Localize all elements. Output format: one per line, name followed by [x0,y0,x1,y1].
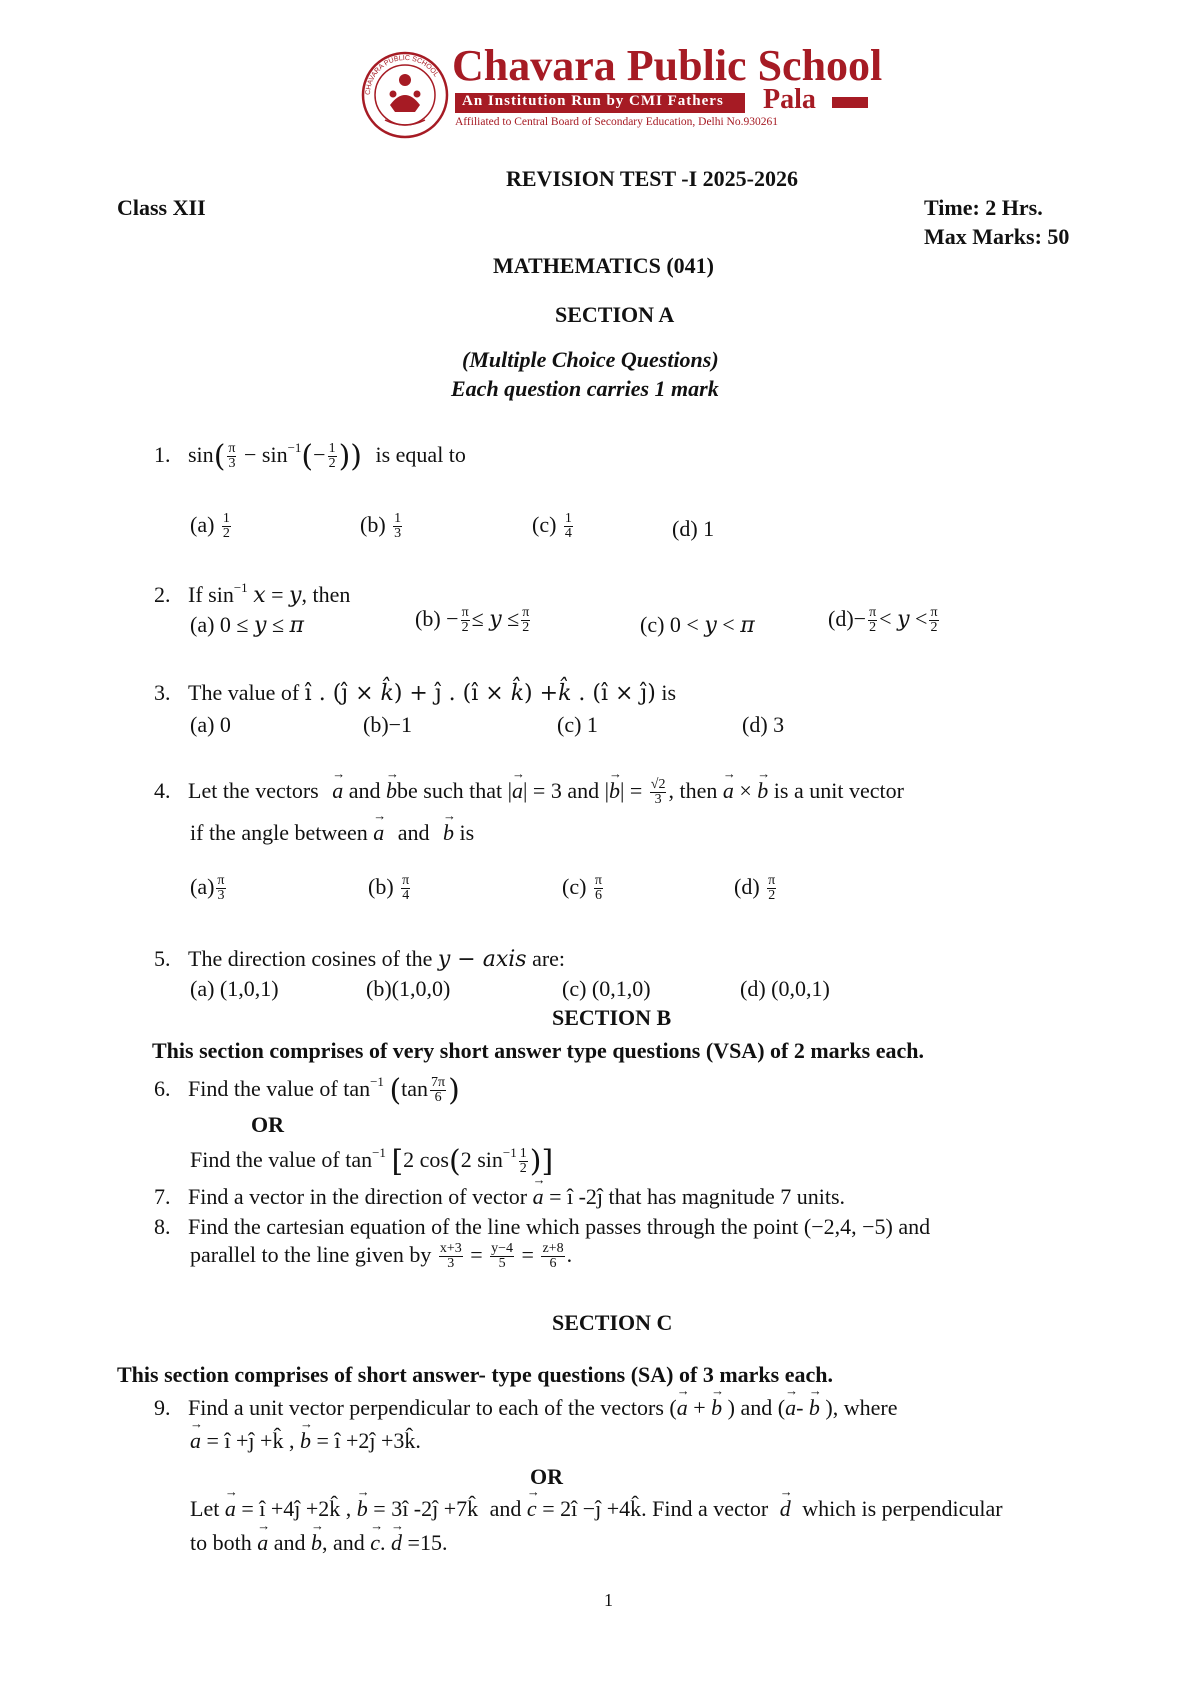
question-5: 5. The direction cosines of the y − axis are: [154,946,566,972]
question-9-alt-line2: to both → a and → b, and → c. → d =15. [190,1530,447,1556]
school-location: Pala [763,84,816,115]
section-b-description: This section comprises of very short answer type questions (VSA) of 2 marks each. [152,1038,924,1063]
q1-option-c: (c) $\frac{1}{4}$ [532,511,572,542]
question-9: 9. Find a unit vector perpendicular to each of the vectors (→ a + → b ) and (→ a- → b ), where [154,1395,897,1421]
q3-option-b: (b)−1 [363,712,413,737]
q1-option-b: (b) $\frac{1}{3}$ [360,511,402,542]
q1-option-d: (d) 1 [672,516,715,541]
q1-expression: sin( $\frac{\pi}{3}$ − $\sin^{-1}(-$ $\frac{1}{2}$ )) [188,438,362,474]
q5-option-a: (a) (1,0,1) [190,976,279,1001]
q2-option-a: (a) 0 ≤ y ≤ π [190,612,304,638]
q9-or: OR [530,1464,563,1489]
question-4-line2: if the angle between → a and → b is [190,820,474,846]
exam-title: REVISION TEST -I 2025-2026 [506,166,798,191]
school-seal [360,50,450,140]
q3-option-d: (d) 3 [742,712,785,737]
q5-option-d: (d) (0,0,1) [740,976,830,1001]
section-a-sub1: (Multiple Choice Questions) [462,347,719,372]
question-4: 4. Let the vectors → a and → bbe such that |→ a| = 3 and |→ b| = $\frac{√2}{3}$ , then → a × → b is a unit vector [154,778,904,807]
seal-text: CHAVARA PUBLIC SCHOOL [364,54,440,96]
q5-option-b: (b)(1,0,0) [366,976,451,1001]
q1-text: is equal to [375,442,466,467]
q4-option-c: (c) $\frac{\pi}{6}$ [562,873,602,904]
question-1 [154,440,466,472]
q4-option-a: (a) $\frac{\pi}{3}$ [190,873,225,904]
question-3: 3. The value of î . (ĵ × k̂) + ĵ . (î × k̂) +k̂ . (î × ĵ) is [154,680,677,706]
q4-option-b: (b) $\frac{\pi}{4}$ [368,873,410,904]
q4-option-d: (d) $\frac{\pi}{2}$ [734,873,776,904]
question-6-alt: Find the value of $\tan^{-1} [2$ cos(2 $\sin^{-1}$ $\frac{1}{2}$ )] [190,1143,554,1179]
q2-option-d: (d)− $\frac{\pi}{2}$ < y < $\frac{\pi}{2}$ [828,605,938,636]
question-8-line2: parallel to the line given by $\frac{x+3}{3}$ = $\frac{y-4}{5}$ = $\frac{z+8}{6}$ . [190,1241,573,1272]
section-c-heading: SECTION C [552,1310,673,1335]
q6-or: OR [251,1112,284,1137]
q3-option-c: (c) 1 [557,712,598,737]
q1-number: 1. [154,442,171,467]
location-bar [832,97,868,108]
q2-option-b: (b) − $\frac{\pi}{2}$ ≤ y ≤ $\frac{\pi}{2}$ [415,605,530,636]
question-8: 8. Find the cartesian equation of the line which passes through the point (−2,4, −5) and [154,1214,931,1239]
section-a-sub2: Each question carries 1 mark [451,376,719,401]
q5-option-c: (c) (0,1,0) [562,976,651,1001]
affiliation: Affiliated to Central Board of Secondary Education, Delhi No.930261 [455,116,778,128]
page-number: 1 [604,1590,613,1610]
question-9-alt: Let → a = î +4ĵ +2k̂ , → b = 3î -2ĵ +7k̂ and → c = 2î −ĵ +4k̂. Find a vector → d which is perpendicular [190,1496,1003,1522]
question-6: 6. Find the value of $\tan^{-1} (\tan$ $\frac{7\pi}{6}$ ) [154,1072,460,1108]
q1-option-a: (a) $\frac{1}{2}$ [190,511,230,542]
max-marks-label: Max Marks: 50 [924,224,1070,249]
q2-option-c: (c) 0 < y < π [640,612,755,638]
section-a-heading: SECTION A [555,302,675,327]
class-label: Class XII [117,195,206,220]
question-9-line2: → a = î +ĵ +k̂ , → b = î +2ĵ +3k̂. [190,1428,421,1454]
subject-title: MATHEMATICS (041) [493,253,715,278]
question-2: 2. If $\sin^{-1} x = y$, then [154,580,351,608]
section-b-heading: SECTION B [552,1005,672,1030]
section-c-description: This section comprises of short answer- type questions (SA) of 3 marks each. [117,1362,833,1387]
time-label: Time: 2 Hrs. [924,195,1043,220]
question-7: 7. Find a vector in the direction of vector → a = î -2ĵ that has magnitude 7 units. [154,1184,845,1210]
q3-option-a: (a) 0 [190,712,231,737]
school-name: Chavara Public School [452,41,883,90]
tagline: An Institution Run by CMI Fathers [462,93,724,109]
